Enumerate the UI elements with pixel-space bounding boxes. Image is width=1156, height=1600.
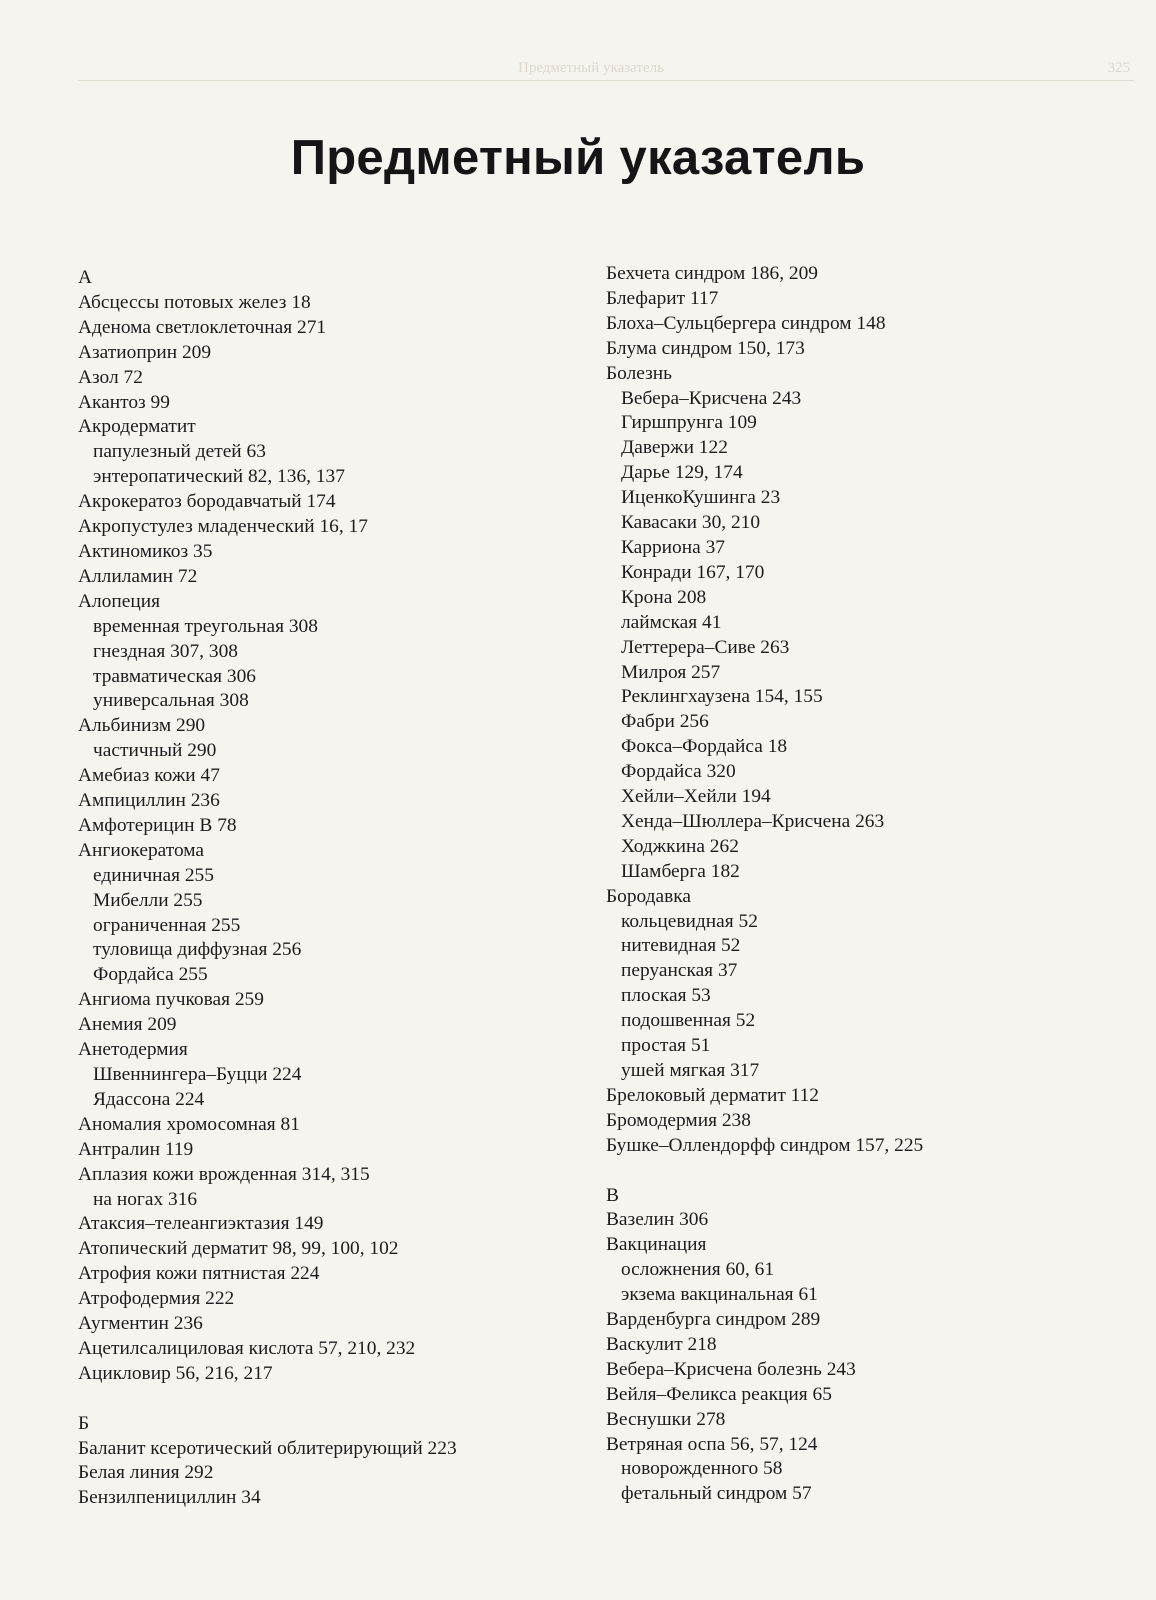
index-entry: Аугментин 236 — [78, 1313, 203, 1335]
index-entry: Акропустулез младенческий 16, 17 — [78, 516, 368, 538]
index-entry: Атрофодермия 222 — [78, 1288, 235, 1310]
index-subentry: Вебера–Крисчена 243 — [621, 387, 802, 409]
index-subentry: энтеропатический 82, 136, 137 — [93, 466, 345, 488]
index-entry: Блоха–Сульцбергера синдром 148 — [606, 312, 886, 334]
index-entry: Белая линия 292 — [78, 1462, 214, 1484]
index-entry: Аномалия хромосомная 81 — [78, 1113, 300, 1135]
index-subentry: ушей мягкая 317 — [621, 1060, 760, 1081]
index-entry: Атопический дерматит 98, 99, 100, 102 — [78, 1238, 399, 1260]
index-entry: Атаксия–телеангиэктазия 149 — [78, 1213, 324, 1235]
index-subentry: частичный 290 — [93, 740, 217, 762]
index-entry: Бехчета синдром 186, 209 — [606, 263, 818, 284]
index-subentry: фетальный синдром 57 — [621, 1483, 812, 1505]
index-entry: Ацикловир 56, 216, 217 — [78, 1362, 273, 1384]
index-entry: Блефарит 117 — [606, 287, 719, 309]
index-entry: Баланит ксеротический облитерирующий 223 — [78, 1437, 457, 1459]
index-subentry: Ядассона 224 — [93, 1088, 205, 1110]
index-entry: Анетодермия — [78, 1039, 188, 1061]
index-section-letter: Б — [78, 1412, 90, 1434]
index-entry: Бородавка — [606, 885, 692, 907]
index-subentry: кольцевидная 52 — [621, 910, 758, 932]
index-section-letter: А — [78, 267, 93, 288]
index-entry: Ампициллин 236 — [78, 790, 220, 812]
index-subentry: Хенда–Шюллера–Крисчена 263 — [621, 810, 885, 832]
index-subentry: Мибелли 255 — [93, 889, 203, 911]
index-subentry: Швеннингера–Буцци 224 — [93, 1064, 302, 1085]
index-entry: Альбинизм 290 — [78, 715, 206, 737]
index-entry: Бромодермия 238 — [606, 1109, 751, 1131]
index-subentry: папулезный детей 63 — [93, 441, 266, 463]
index-entry: Аллиламин 72 — [78, 565, 198, 587]
page-title: Предметный указатель — [290, 131, 866, 185]
index-entry: Алопеция — [78, 590, 161, 612]
index-subentry: Шамберга 182 — [621, 860, 740, 882]
index-subentry: Крона 208 — [621, 586, 707, 608]
index-subentry: Фокса–Фордайса 18 — [621, 736, 788, 758]
index-subentry: Фордайса 320 — [621, 761, 736, 783]
index-entry: Актиномикоз 35 — [78, 540, 213, 562]
index-subentry: перуанская 37 — [621, 960, 738, 982]
index-entry: Болезнь — [606, 362, 672, 384]
index-entry: Акродерматит — [78, 416, 196, 438]
index-entry: Вебера–Крисчена болезнь 243 — [606, 1358, 856, 1380]
index-entry: Васкулит 218 — [606, 1333, 717, 1355]
index-entry: Азол 72 — [78, 366, 143, 388]
index-subentry: Карриона 37 — [621, 536, 725, 558]
index-subentry: Гиршпрунга 109 — [621, 412, 757, 434]
index-entry: Анемия 209 — [78, 1014, 177, 1036]
index-entry: Аденома светлоклеточная 271 — [78, 316, 327, 338]
index-subentry: ограниченная 255 — [93, 914, 241, 936]
index-subentry: Кавасаки 30, 210 — [621, 512, 761, 534]
index-subentry: простая 51 — [621, 1035, 711, 1057]
index-subentry: ИценкоКушинга 23 — [621, 487, 781, 509]
index-subentry: нитевидная 52 — [621, 935, 741, 957]
index-entry: Брелоковый дерматит 112 — [606, 1084, 820, 1106]
index-entry: Акантоз 99 — [78, 391, 170, 413]
index-subentry: Дарье 129, 174 — [621, 462, 743, 484]
index-section-letter: В — [606, 1184, 619, 1206]
index-subentry: Милроя 257 — [621, 661, 721, 683]
index-entry: Аплазия кожи врожденная 314, 315 — [78, 1163, 370, 1185]
index-subentry: новорожденного 58 — [621, 1458, 783, 1480]
index-subentry: Фордайса 255 — [93, 964, 208, 986]
index-subentry: плоская 53 — [621, 985, 711, 1007]
index-entry: Веснушки 278 — [606, 1408, 726, 1430]
section-gap — [606, 1159, 1126, 1184]
index-subentry: Давержи 122 — [621, 437, 728, 459]
index-subentry: Хейли–Хейли 194 — [621, 786, 771, 808]
index-entry: Амфотерицин В 78 — [78, 814, 237, 836]
index-entry: Ангиокератома — [78, 839, 205, 861]
index-entry: Антралин 119 — [78, 1138, 194, 1160]
index-subentry: Леттерера–Сиве 263 — [621, 636, 790, 658]
index-subentry: лаймская 41 — [621, 611, 722, 633]
index-entry: Акрокератоз бородавчатый 174 — [78, 491, 336, 513]
index-entry: Атрофия кожи пятнистая 224 — [78, 1263, 320, 1285]
index-subentry: Реклингхаузена 154, 155 — [621, 686, 823, 708]
index-entry: Ангиома пучковая 259 — [78, 989, 264, 1011]
index-entry: Блума синдром 150, 173 — [606, 337, 805, 359]
index-subentry: травматическая 306 — [93, 665, 256, 687]
index-subentry: на ногах 316 — [93, 1188, 198, 1210]
index-subentry: экзема вакцинальная 61 — [621, 1284, 818, 1306]
index-entry: Азатиоприн 209 — [78, 341, 212, 363]
index-entry: Вейля–Феликса реакция 65 — [606, 1383, 832, 1405]
index-entry: Ветряная оспа 56, 57, 124 — [606, 1433, 818, 1455]
index-entry: Амебиаз кожи 47 — [78, 765, 220, 787]
index-entry: Ацетилсалициловая кислота 57, 210, 232 — [78, 1337, 416, 1359]
index-subentry: единичная 255 — [93, 864, 214, 886]
index-entry: Вакцинация — [606, 1234, 707, 1256]
index-entry: Абсцессы потовых желез 18 — [78, 291, 311, 313]
bleed-through-page-number: 325 — [1107, 60, 1130, 76]
index-subentry: подошвенная 52 — [621, 1010, 756, 1032]
index-subentry: Ходжкина 262 — [621, 835, 739, 857]
index-entry: Бушке–Оллендорфф синдром 157, 225 — [606, 1134, 924, 1156]
bleed-through-header-title: Предметный указатель — [518, 60, 664, 76]
index-column-right — [606, 262, 1126, 1507]
index-entry: Бензилпенициллин 34 — [78, 1487, 261, 1509]
index-entry: Варденбурга синдром 289 — [606, 1309, 821, 1331]
index-subentry: Фабри 256 — [621, 711, 709, 733]
index-subentry: временная треугольная 308 — [93, 615, 318, 637]
index-subentry: гнездная 307, 308 — [93, 640, 238, 662]
index-subentry: осложнения 60, 61 — [621, 1259, 775, 1281]
index-entry: Вазелин 306 — [606, 1209, 709, 1231]
index-column-left — [78, 266, 598, 1511]
bleed-through-header — [78, 52, 1134, 81]
section-gap — [78, 1387, 598, 1412]
index-subentry: универсальная 308 — [93, 690, 249, 712]
index-subentry: Конради 167, 170 — [621, 561, 765, 583]
index-subentry: туловища диффузная 256 — [93, 939, 302, 961]
